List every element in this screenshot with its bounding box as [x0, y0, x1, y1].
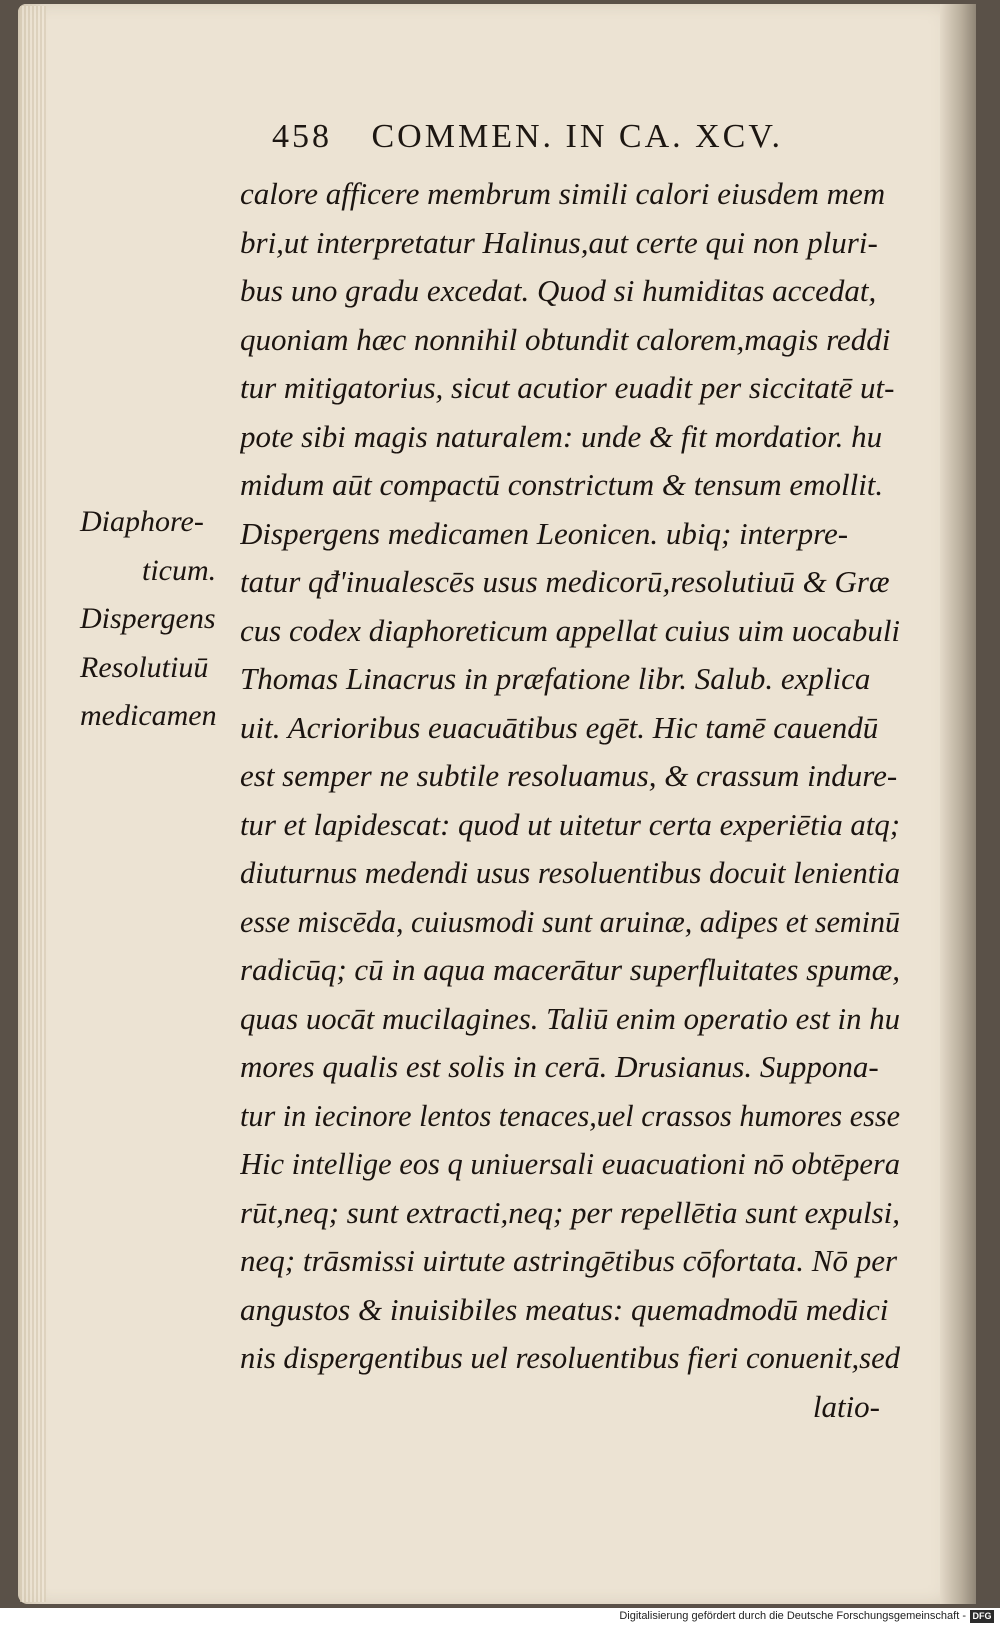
text-line: neq; trāsmissi uirtute astringētibus cōfortata. Nō per — [240, 1243, 898, 1278]
text-line: tatur qđ'inualescēs usus medicorū,resolutiuū & Græ — [240, 564, 890, 599]
text-line: bri,ut interpretatur Halinus,aut certe qui non pluri- — [240, 224, 878, 260]
running-header — [272, 118, 892, 162]
text-line: rūt,neq; sunt extracti,neq; per repellētia sunt expulsi, — [240, 1194, 900, 1230]
text-line: Hic intellige eos q uniuersali euacuationi nō obtēpera — [240, 1146, 900, 1181]
text-line: cus codex diaphoreticum appellat cuius uim uocabuli — [240, 612, 900, 648]
page-number: 458 — [272, 118, 332, 155]
margin-note: ticum. — [142, 553, 217, 587]
text-line: est semper ne subtile resoluamus, & crassum indure- — [240, 758, 898, 793]
text-line: pote sibi magis naturalem: unde & fit mordatior. hu — [240, 418, 883, 454]
text-line: diuturnus medendi usus resoluentibus docuit lenientia — [240, 855, 900, 890]
text-line: latio- — [812, 1388, 880, 1424]
text-line: esse miscēda, cuiusmodi sunt aruinæ, adipes et seminū — [240, 903, 900, 939]
digitization-credit: Digitalisierung gefördert durch die Deutsche Forschungsgemeinschaft - — [619, 1610, 966, 1622]
dfg-logo: DFG — [970, 1610, 994, 1623]
running-title: COMMEN. IN CA. XCV. — [371, 118, 784, 155]
text-line: quoniam hæc nonnihil obtundit calorem,magis reddi — [240, 321, 891, 357]
text-line: uit. Acrioribus euacuātibus egēt. Hic tamē cauendū — [240, 709, 879, 745]
body-text — [240, 170, 920, 1431]
book-gutter — [940, 4, 976, 1604]
text-line: radicūq; cū in aqua macerātur superfluitates spumæ, — [240, 952, 900, 987]
margin-note: Diaphore- — [80, 505, 204, 538]
text-line: angustos & inuisibiles meatus: quemadmodū medici — [240, 1291, 889, 1327]
text-line: tur in iecinore lentos tenaces,uel crassos humores esse — [240, 1097, 900, 1133]
text-line: midum aūt compactū constrictum & tensum emollit. — [240, 467, 884, 502]
page-edges — [20, 6, 46, 1602]
margin-notes — [80, 498, 240, 741]
text-line: Dispergens medicamen Leonicen. ubiq; interpre- — [240, 515, 849, 551]
text-line: nis dispergentibus uel resoluentibus fieri conuenit,sed — [240, 1340, 900, 1375]
text-line: tur mitigatorius, sicut acutior euadit per siccitatē ut- — [240, 370, 895, 405]
text-line: tur et lapidescat: quod ut uitetur certa experiētia atq; — [240, 806, 900, 842]
text-line: mores qualis est solis in cerā. Drusianus. Suppona- — [240, 1049, 879, 1084]
text-line: quas uocāt mucilagines. Taliū enim operatio est in hu — [240, 1000, 900, 1036]
margin-note: Resolutiuū — [80, 650, 209, 684]
text-line: calore afficere membrum simili calori eiusdem mem — [240, 176, 886, 211]
margin-note: medicamen — [80, 699, 217, 732]
text-line: Thomas Linacrus in præfatione libr. Salub. explica — [240, 661, 871, 696]
margin-note: Dispergens — [80, 602, 216, 635]
text-line: bus uno gradu excedat. Quod si humiditas accedat, — [240, 273, 877, 308]
